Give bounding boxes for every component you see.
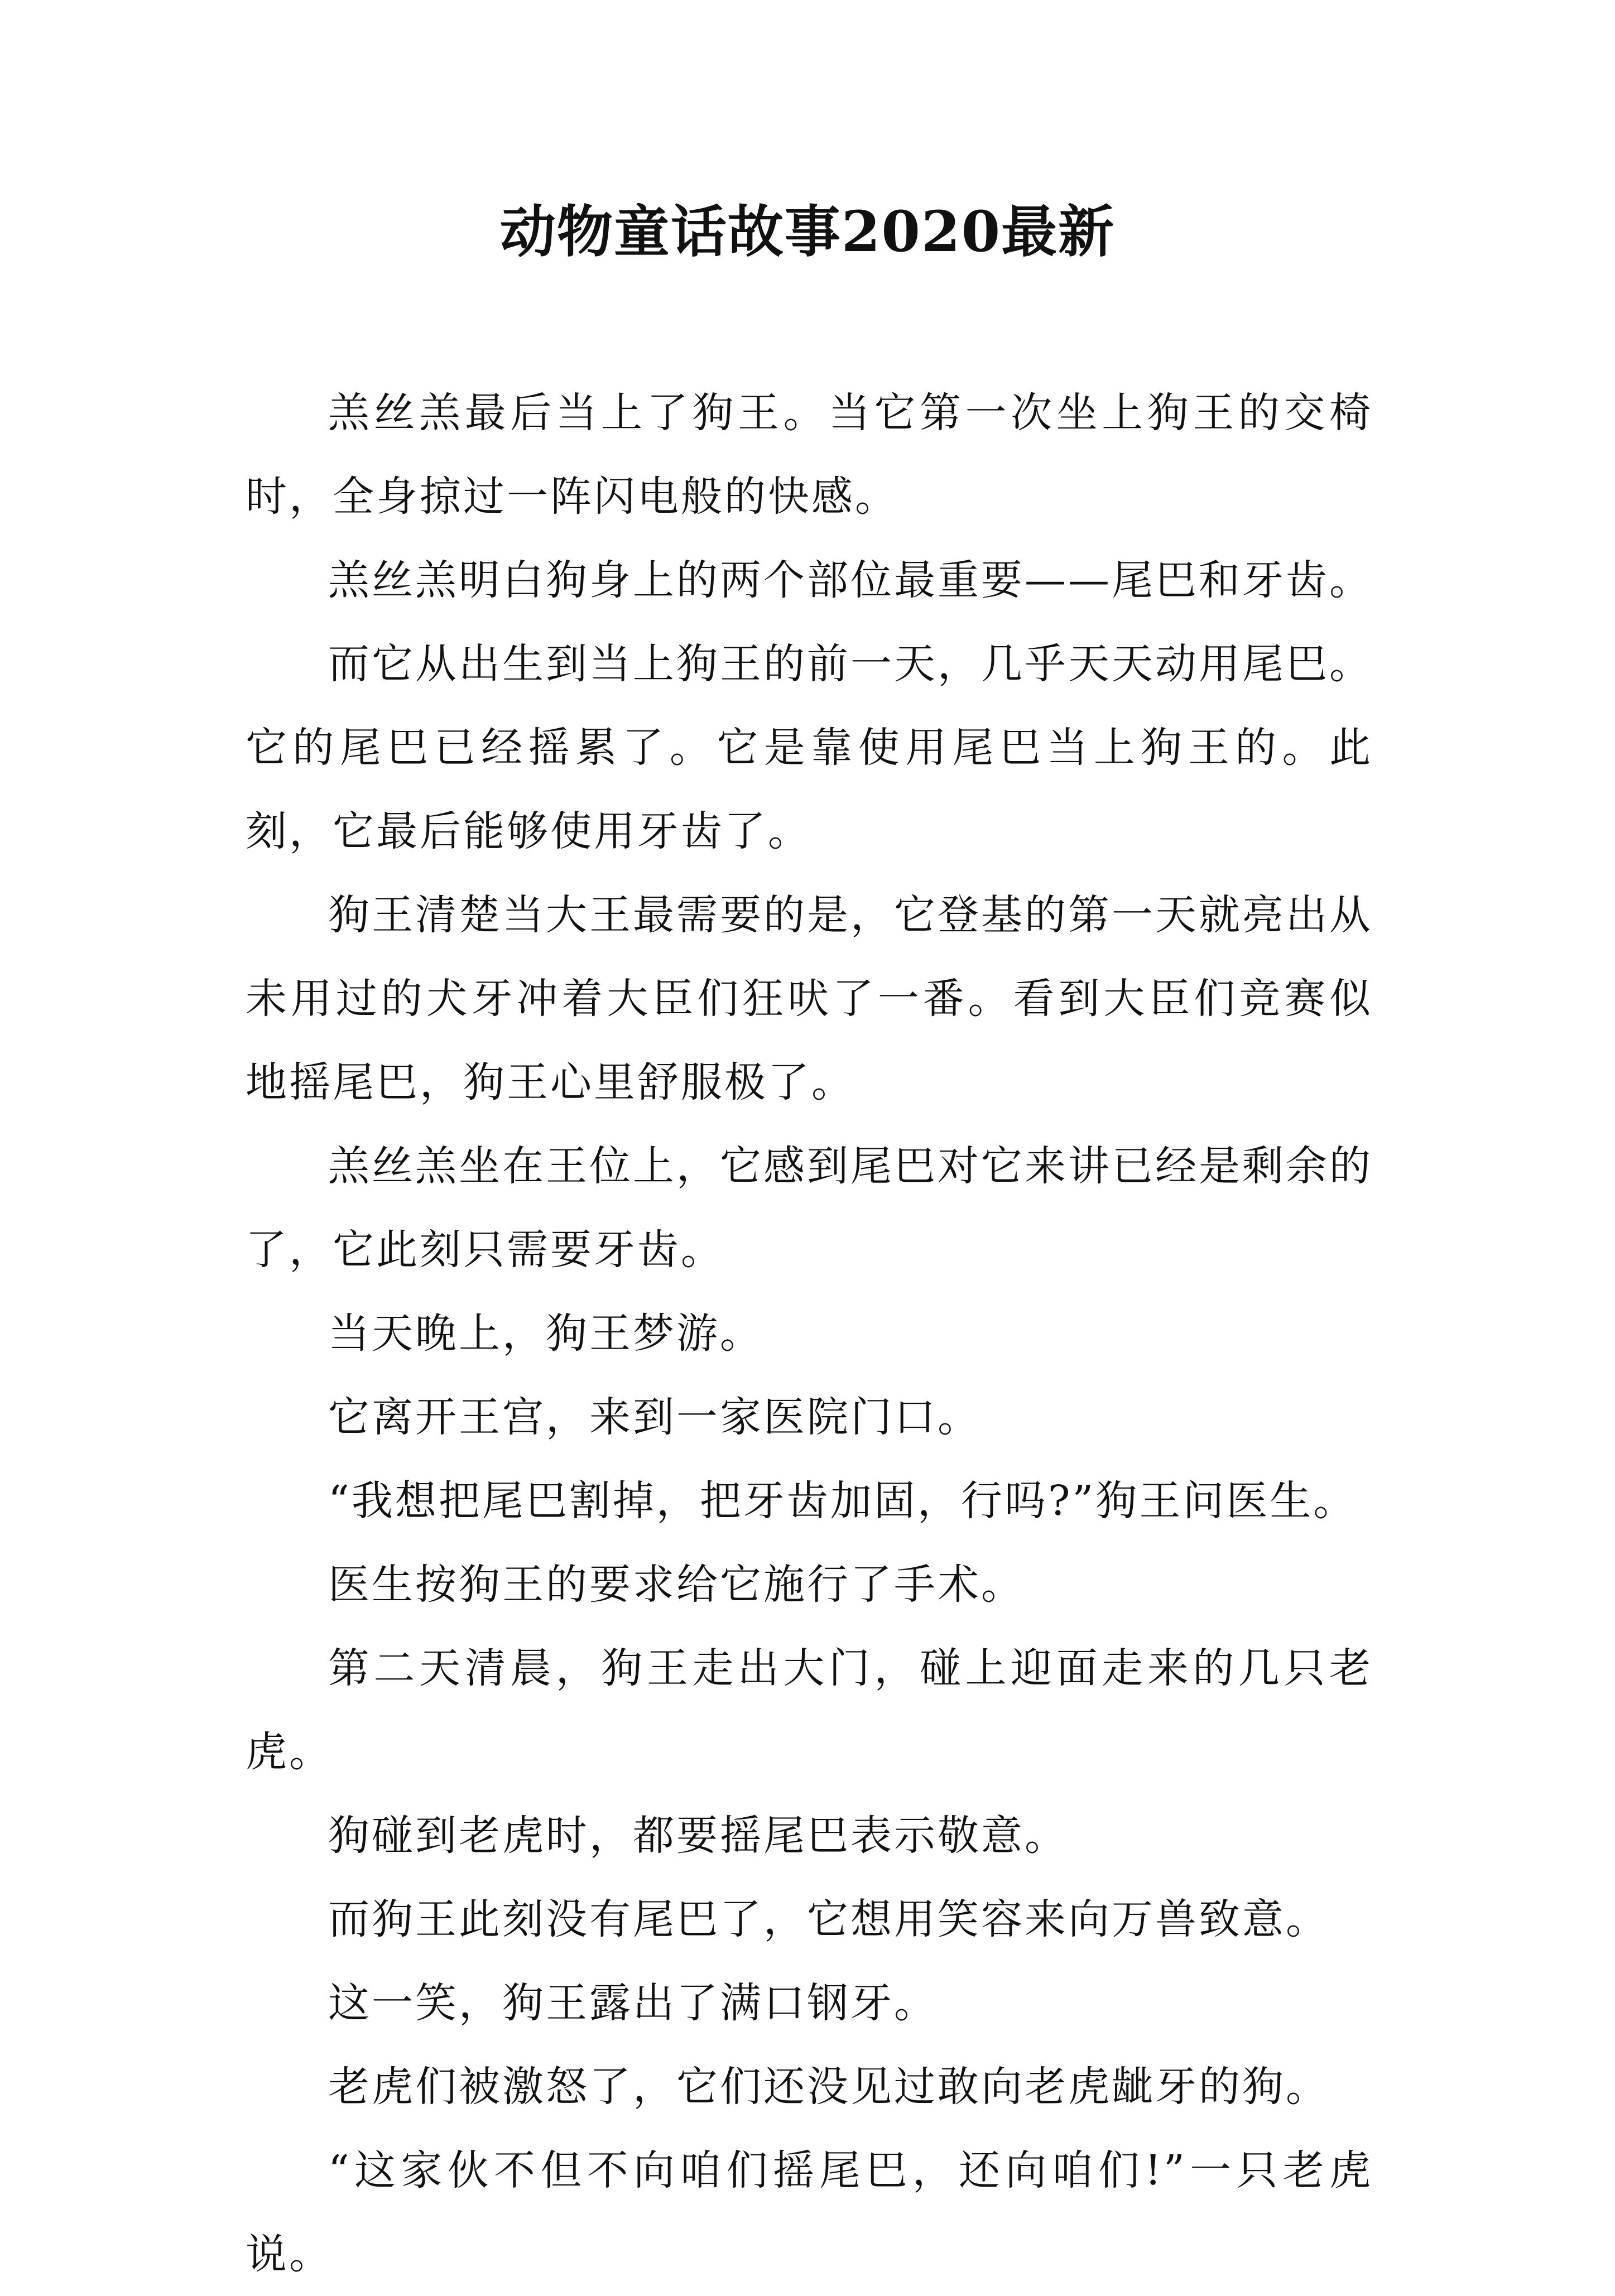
paragraph: 第二天清晨，狗王走出大门，碰上迎面走来的几只老虎。 bbox=[246, 1644, 1373, 1776]
paragraph: 医生按狗王的要求给它施行了手术。 bbox=[328, 1561, 1025, 1609]
paragraph: 而它从出生到当上狗王的前一天，几乎天天动用尾巴。它的尾巴已经摇累了。它是靠使用尾巴当上狗王的。此刻，它最后能够使用牙齿了。 bbox=[246, 640, 1373, 855]
document-body bbox=[246, 371, 1373, 2296]
paragraph: 狗王清楚当大王最需要的是，它登基的第一天就亮出从未用过的犬牙冲着大臣们狂吠了一番。看到大臣们竞赛似地摇尾巴，狗王心里舒服极了。 bbox=[246, 891, 1373, 1106]
paragraph: “我想把尾巴割掉，把牙齿加固，行吗?”狗王问医生。 bbox=[328, 1477, 1357, 1525]
document-title: 动物童话故事2020最新 bbox=[499, 199, 1116, 264]
paragraph: 这一笑，狗王露出了满口钢牙。 bbox=[328, 1979, 938, 2027]
paragraph: 它离开王宫，来到一家医院门口。 bbox=[328, 1393, 981, 1441]
paragraph: 羔丝羔最后当上了狗王。当它第一次坐上狗王的交椅时，全身掠过一阵闪电般的快感。 bbox=[246, 389, 1373, 521]
paragraph: 当天晚上，狗王梦游。 bbox=[328, 1310, 763, 1358]
paragraph: 老虎们被激怒了，它们还没见过敢向老虎龇牙的狗。 bbox=[328, 2063, 1329, 2111]
paragraph: 而狗王此刻没有尾巴了，它想用笑容来向万兽致意。 bbox=[328, 1895, 1329, 1943]
paragraph: 羔丝羔明白狗身上的两个部位最重要——尾巴和牙齿。 bbox=[328, 556, 1373, 604]
paragraph: 羔丝羔坐在王位上，它感到尾巴对它来讲已经是剩余的了，它此刻只需要牙齿。 bbox=[246, 1142, 1373, 1274]
paragraph: 狗碰到老虎时，都要摇尾巴表示敬意。 bbox=[328, 1812, 1068, 1860]
paragraph: “这家伙不但不向咱们摇尾巴，还向咱们!”一只老虎说。 bbox=[246, 2146, 1373, 2278]
